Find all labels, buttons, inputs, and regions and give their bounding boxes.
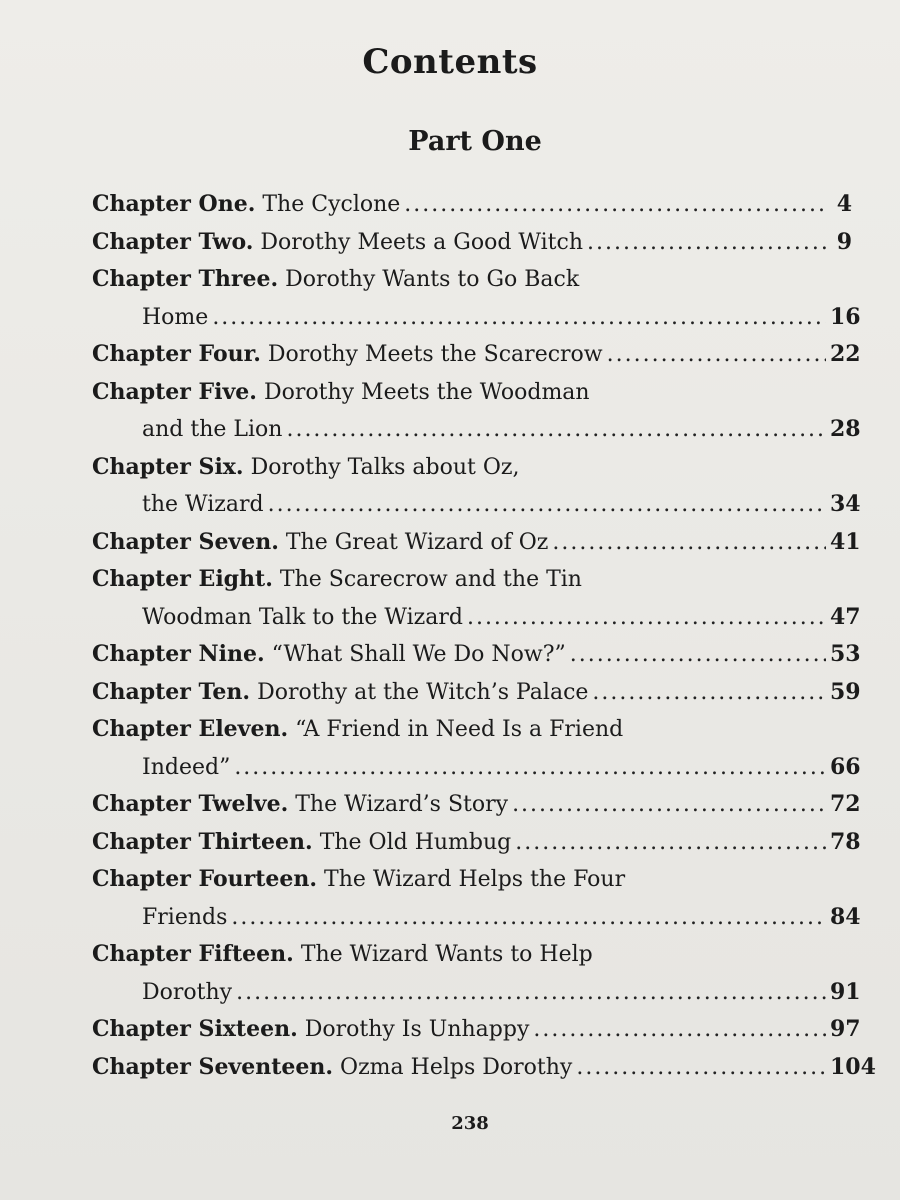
- toc-entry: [92, 336, 861, 374]
- chapter-page-number: 104: [830, 1053, 876, 1080]
- chapter-title: The Old Humbug: [319, 829, 512, 855]
- toc-entry: [92, 374, 861, 449]
- chapter-label: Chapter Fifteen.: [92, 941, 294, 967]
- toc-entry: [92, 936, 861, 1011]
- chapter-title: Dorothy Meets the Scarecrow: [267, 342, 603, 367]
- chapter-title: The Wizard’s Story: [295, 792, 509, 817]
- chapter-title-continued: Indeed”: [142, 754, 231, 780]
- chapter-page-number: 84: [830, 903, 861, 930]
- toc-entry-line: [92, 449, 852, 487]
- chapter-page-number: 16: [830, 303, 861, 330]
- chapter-title-continued: Friends: [142, 904, 228, 930]
- chapter-title: Dorothy Is Unhappy: [304, 1017, 530, 1042]
- chapter-title: Dorothy Meets a Good Witch: [260, 229, 583, 255]
- chapter-page-number: 4: [836, 191, 852, 217]
- dot-leader: [576, 1049, 826, 1087]
- chapter-label: Chapter Three.: [92, 266, 279, 292]
- toc-entry-continuation: [92, 599, 861, 637]
- toc-entry-line: [92, 1049, 876, 1087]
- chapter-title: Dorothy Wants to Go Back: [285, 267, 580, 292]
- toc-entry-continuation: [92, 411, 861, 449]
- chapter-page-number: 91: [830, 978, 861, 1005]
- chapter-label: Chapter Twelve.: [92, 791, 289, 817]
- dot-leader: [268, 486, 826, 524]
- chapter-label: Chapter Ten.: [92, 678, 251, 705]
- chapter-title: Dorothy at the Witch’s Palace: [257, 679, 589, 705]
- toc-entry: [92, 449, 861, 524]
- chapter-page-number: 66: [830, 753, 861, 780]
- dot-leader: [552, 524, 826, 562]
- toc-entry-line: [92, 674, 861, 712]
- dot-leader: [587, 224, 826, 262]
- dot-leader: [236, 974, 826, 1012]
- dot-leader: [404, 186, 826, 224]
- chapter-label: Chapter One.: [92, 191, 256, 217]
- toc-entry: [92, 711, 861, 786]
- chapter-page-number: 53: [830, 641, 861, 667]
- dot-leader: [592, 674, 826, 712]
- toc-entry-line: [92, 824, 861, 862]
- toc-entry-line: [92, 636, 861, 674]
- toc-entry-continuation: [92, 974, 861, 1012]
- toc-entry: [92, 524, 861, 562]
- toc-entry-line: [92, 186, 852, 224]
- page-number: 238: [451, 1113, 489, 1134]
- toc-entry: [92, 824, 861, 862]
- part-heading: Part One: [408, 126, 542, 157]
- chapter-title: “A Friend in Need Is a Friend: [295, 717, 624, 742]
- toc-entry: [92, 674, 861, 712]
- chapter-title: The Wizard Wants to Help: [300, 942, 593, 967]
- chapter-page-number: 28: [830, 416, 861, 442]
- chapter-page-number: 59: [830, 678, 861, 705]
- chapter-title: The Great Wizard of Oz: [285, 529, 549, 555]
- chapter-title-continued: Woodman Talk to the Wizard: [142, 604, 463, 630]
- chapter-label: Chapter Seven.: [92, 528, 279, 555]
- toc-entry: [92, 186, 852, 224]
- chapter-page-number: 41: [830, 528, 861, 555]
- chapter-label: Chapter Fourteen.: [92, 866, 318, 892]
- toc-entry: [92, 261, 861, 336]
- chapter-title: The Wizard Helps the Four: [324, 867, 626, 892]
- dot-leader: [234, 749, 826, 787]
- toc-entry-line: [92, 936, 852, 974]
- dot-leader: [286, 411, 826, 449]
- toc-entry-line: [92, 374, 852, 412]
- toc-entry: [92, 861, 861, 936]
- toc-entry-line: [92, 524, 861, 562]
- toc-entry-line: [92, 786, 861, 824]
- toc-entry-continuation: [92, 749, 861, 787]
- chapter-label: Chapter Sixteen.: [92, 1016, 298, 1042]
- dot-leader: [515, 824, 826, 862]
- toc-entry: [92, 224, 852, 262]
- toc-entry: [92, 636, 861, 674]
- chapter-page-number: 97: [830, 1016, 861, 1042]
- chapter-title: Dorothy Meets the Woodman: [263, 379, 590, 405]
- toc-entry-line: [92, 1011, 861, 1049]
- chapter-label: Chapter Eight.: [92, 566, 273, 592]
- chapter-title-continued: the Wizard: [142, 492, 264, 517]
- chapter-label: Chapter Five.: [92, 378, 257, 405]
- chapter-page-number: 72: [830, 791, 861, 817]
- toc-entry-line: [92, 861, 852, 899]
- toc-entry: [92, 1011, 861, 1049]
- chapter-label: Chapter Four.: [92, 341, 261, 367]
- chapter-label: Chapter Eleven.: [92, 716, 289, 742]
- dot-leader: [231, 899, 826, 937]
- dot-leader: [212, 299, 826, 337]
- dot-leader: [607, 336, 826, 374]
- chapter-title: Ozma Helps Dorothy: [340, 1054, 573, 1080]
- chapter-label: Chapter Thirteen.: [92, 828, 313, 855]
- chapter-label: Chapter Seventeen.: [92, 1053, 334, 1080]
- toc-entry: [92, 1049, 876, 1087]
- toc-entry-continuation: [92, 899, 861, 937]
- toc-entry-line: [92, 224, 852, 262]
- chapter-label: Chapter Two.: [92, 228, 254, 255]
- chapter-page-number: 34: [830, 491, 861, 517]
- chapter-title: The Scarecrow and the Tin: [279, 567, 582, 592]
- toc-entry-continuation: [92, 486, 861, 524]
- dot-leader: [512, 786, 826, 824]
- toc-entry-line: [92, 336, 861, 374]
- dot-leader: [570, 636, 826, 674]
- toc-entry: [92, 786, 861, 824]
- table-of-contents: [92, 186, 876, 1086]
- chapter-page-number: 47: [830, 603, 861, 630]
- toc-entry-line: [92, 561, 852, 599]
- toc-entry-line: [92, 711, 852, 749]
- chapter-title-continued: Dorothy: [142, 979, 233, 1005]
- dot-leader: [467, 599, 826, 637]
- chapter-title: Dorothy Talks about Oz,: [250, 454, 520, 480]
- chapter-page-number: 22: [830, 341, 861, 367]
- chapter-label: Chapter Six.: [92, 453, 244, 480]
- toc-entry: [92, 561, 861, 636]
- chapter-title-continued: Home: [142, 304, 209, 330]
- chapter-title: The Cyclone: [262, 192, 401, 217]
- toc-entry-continuation: [92, 299, 861, 337]
- toc-entry-line: [92, 261, 852, 299]
- chapter-page-number: 78: [830, 828, 861, 855]
- chapter-title: “What Shall We Do Now?”: [271, 642, 566, 667]
- dot-leader: [533, 1011, 826, 1049]
- chapter-page-number: 9: [836, 228, 852, 255]
- chapter-label: Chapter Nine.: [92, 641, 265, 667]
- chapter-title-continued: and the Lion: [142, 417, 283, 442]
- page-title: Contents: [362, 42, 538, 82]
